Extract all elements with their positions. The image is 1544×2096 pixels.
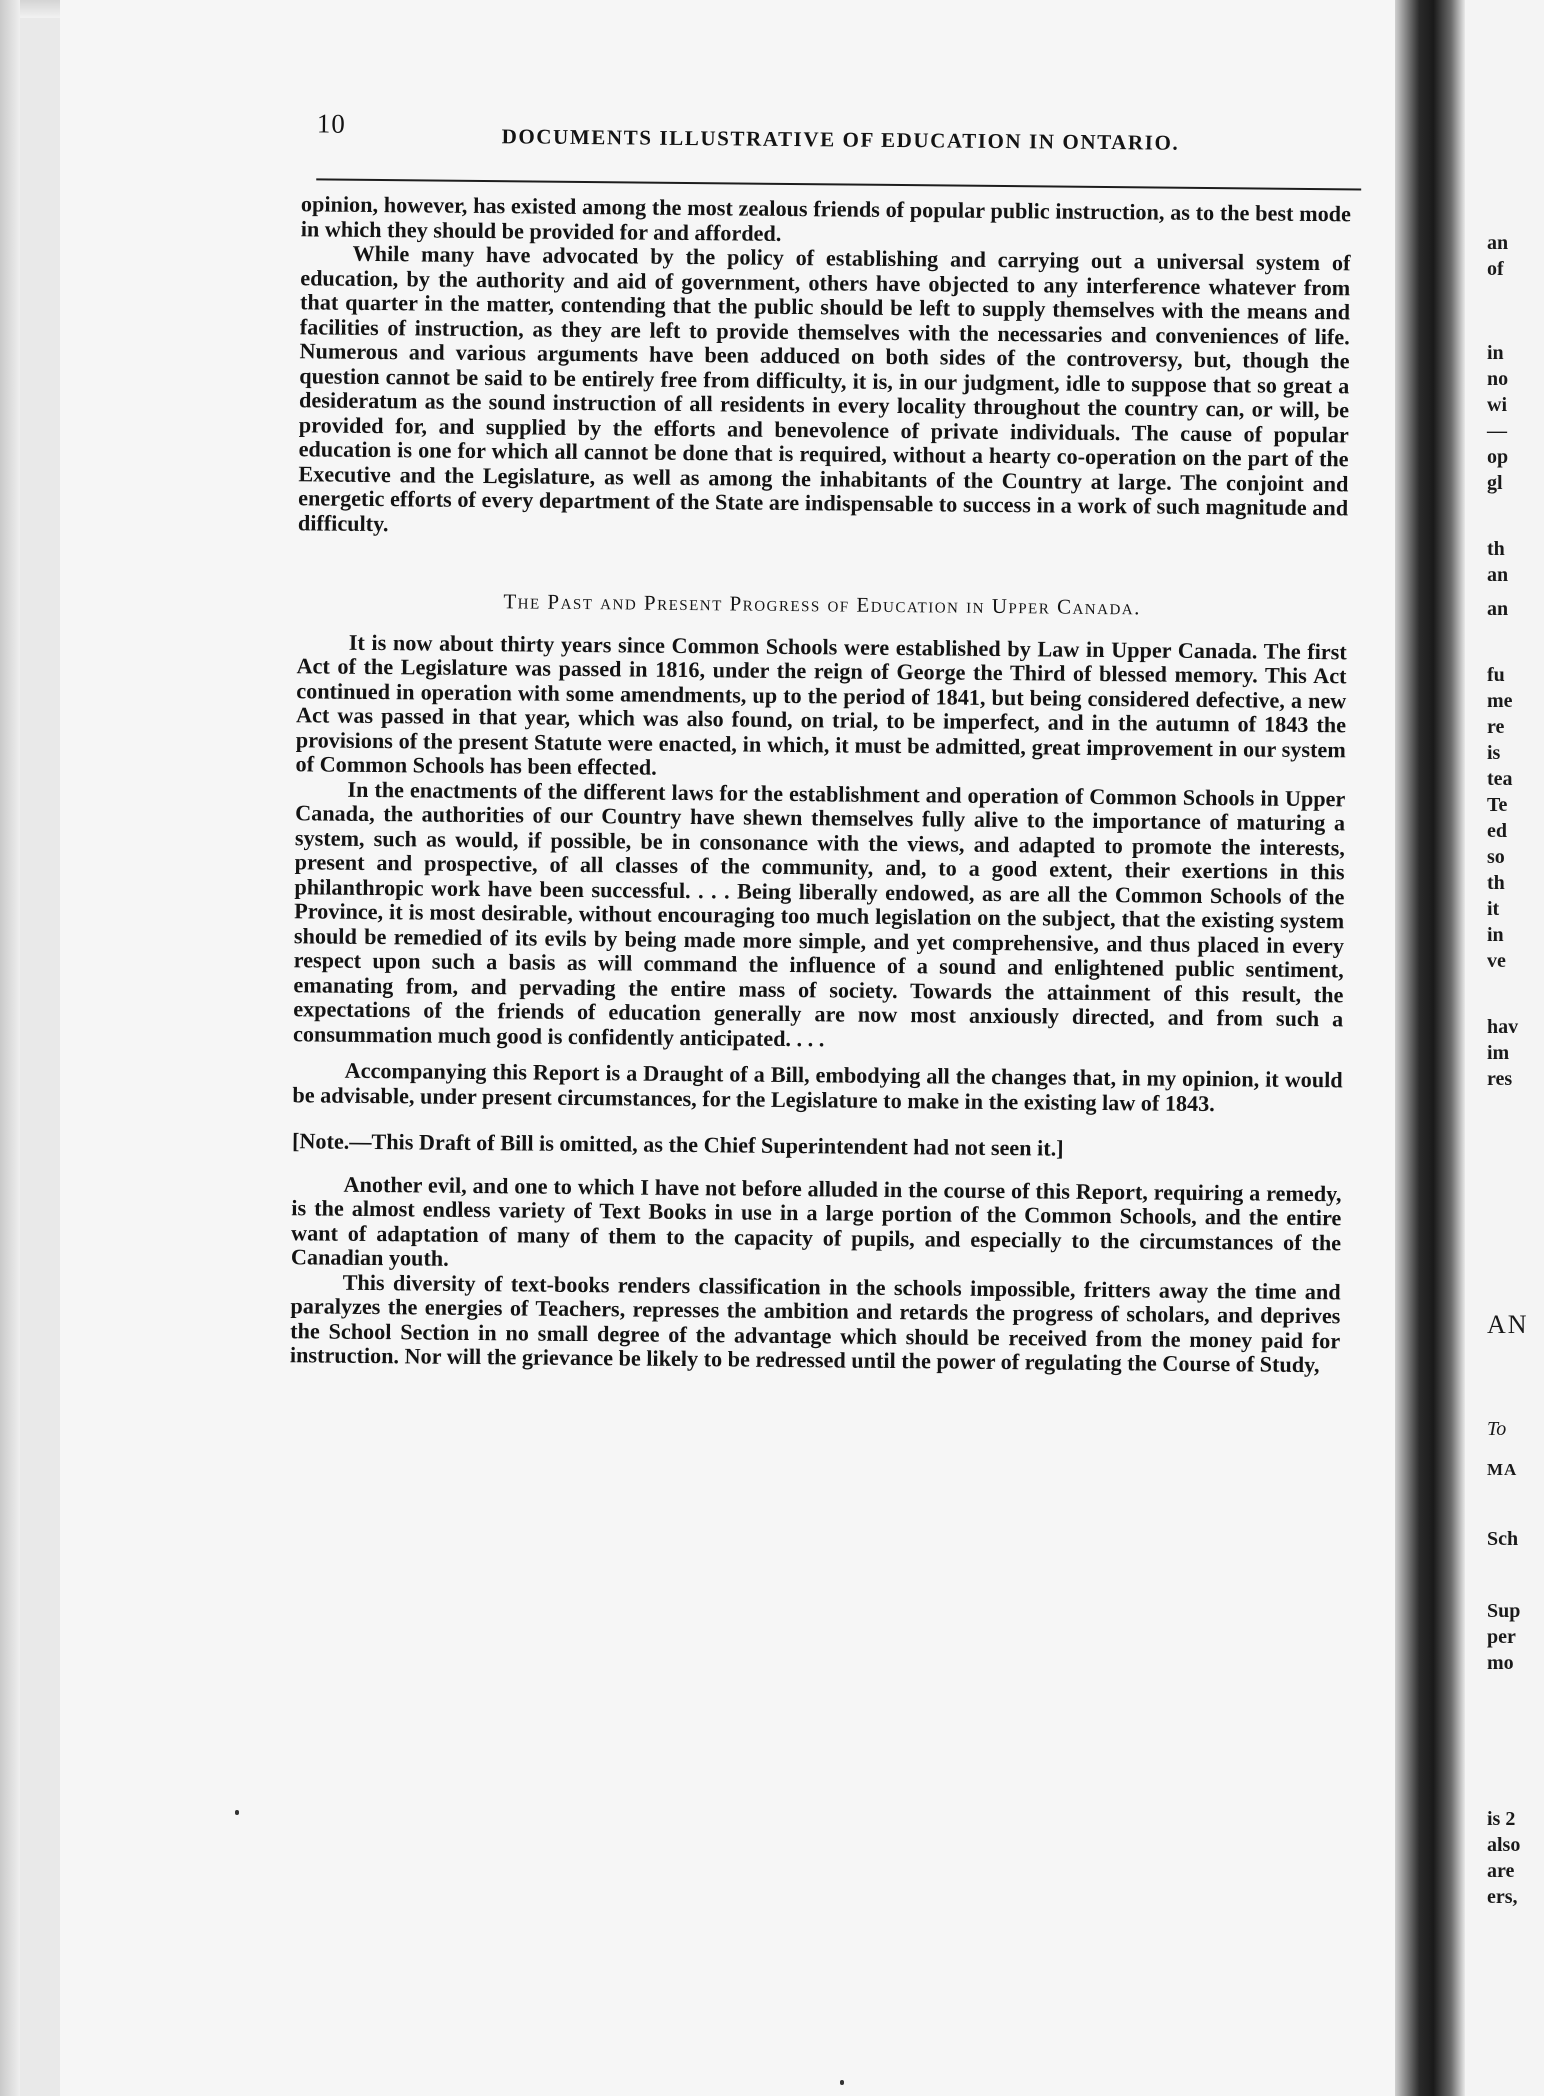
paragraph-5: Accompanying this Report is a Draught of a Bill, embodying all the changes that, in my opinion, it would be advisable, under present circumstances, for the Legislature to make in the existing law of 1843. xyxy=(292,1057,1343,1116)
body-text xyxy=(290,192,1351,1378)
facing-fragment: in xyxy=(1487,342,1504,364)
facing-fragment: gl xyxy=(1487,472,1503,494)
book-gutter xyxy=(1395,0,1465,2096)
scan-left-edge xyxy=(0,0,20,2096)
page-header xyxy=(271,100,1372,181)
facing-fragment: it xyxy=(1487,898,1500,920)
facing-fragment: tea xyxy=(1487,768,1513,790)
facing-fragment: — xyxy=(1487,420,1507,442)
section-heading: The Past and Present Progress of Education in Upper Canada. xyxy=(503,589,1142,620)
facing-fragment: hav xyxy=(1487,1016,1519,1038)
facing-fragment: To xyxy=(1487,1418,1507,1440)
facing-fragment: also xyxy=(1487,1834,1521,1856)
facing-fragment: of xyxy=(1487,258,1504,280)
facing-fragment: ve xyxy=(1487,950,1506,972)
facing-fragment: Te xyxy=(1487,794,1508,816)
page-content xyxy=(271,100,1372,1378)
facing-fragment: Sch xyxy=(1487,1528,1519,1550)
facing-page xyxy=(1465,0,1544,2096)
paragraph-2: While many have advocated by the policy of establishing and carrying out a universal system of education, by the authority and aid of government, others have objected to any interference whatever from that quarter in the matter, contending that the public should be left to supply themselves with the means and facilities of instruction, as they are left to provide themselves with the necessaries and conveniences of life. Numerous and various arguments have been adduced on both sides of the controversy, but, though the question cannot be said to be entirely free from difficulty, it is, in our judgment, idle to suppose that so great a desideratum as the sound instruction of all residents in every locality throughout the country can, or will, be provided for, and supplied by the efforts and benevolence of private individuals. The cause of popular education is one for which all cannot be done that is required, without a hearty co-operation on the part of the Executive and the Legislature, as well as among the inhabitants of the Country at large. The conjoint and energetic efforts of every department of the State are indispensable to success in a work of such magnitude and difficulty. xyxy=(297,240,1351,536)
scan-speck xyxy=(235,1810,239,1815)
editor-note: [Note.—This Draft of Bill is omitted, as the Chief Superintendent had not seen it.] xyxy=(291,1128,1064,1161)
facing-fragment: mo xyxy=(1487,1652,1514,1674)
facing-fragment: is xyxy=(1487,742,1501,764)
facing-fragment: so xyxy=(1487,846,1505,868)
facing-fragment: an xyxy=(1487,564,1509,586)
facing-fragment: fu xyxy=(1487,664,1505,686)
facing-fragment: op xyxy=(1487,446,1509,468)
left-page xyxy=(60,0,1400,2096)
facing-fragment: in xyxy=(1487,924,1504,946)
running-title: DOCUMENTS ILLUSTRATIVE OF EDUCATION IN ONTARIO. xyxy=(501,124,1180,155)
facing-fragment: th xyxy=(1487,872,1505,894)
paragraph-6: Another evil, and one to which I have not before alluded in the course of this Report, requiring a remedy, is the almost endless variety of Text Books in use in a large portion of the Common Schools, and the entire want of adaptation of many of them to the capacity of pupils, and especially to the circumstances of the Canadian youth. xyxy=(290,1171,1342,1271)
facing-fragment: ers, xyxy=(1487,1886,1518,1908)
facing-fragment: MA xyxy=(1487,1460,1518,1479)
page-number: 10 xyxy=(316,108,346,139)
facing-fragment: ed xyxy=(1487,820,1507,842)
facing-fragment: re xyxy=(1487,716,1505,738)
facing-fragment: are xyxy=(1487,1860,1515,1882)
facing-fragment: AN xyxy=(1487,1310,1529,1339)
paragraph-4: In the enactments of the different laws for the establishment and operation of Common Schools in Upper Canada, the authorities of our Country have shewn themselves fully alive to the importance of maturing a system, such as would, if possible, be in consonance with the views, and adapted to promote the interests, present and prospective, of all classes of the community, and, to a good extent, their exertions in this philanthropic work have been successful. . . . Being liberally endowed, as are all the Common Schools of the Province, it is most desirable, without encouraging too much legislation on the subject, that the existing system should be remedied of its evils by being made more simple, and yet comprehensive, and thus placed in every respect upon such a basis as will command the influence of a sound and enlightened public sentiment, emanating from, and pervading the entire mass of society. Towards the attainment of this result, the expectations of the friends of education generally are now most anxiously directed, and from such a consummation much good is confidently anticipated. . . . xyxy=(292,776,1346,1051)
header-rule xyxy=(316,178,1361,190)
facing-fragment: no xyxy=(1487,368,1509,390)
facing-fragment: res xyxy=(1487,1068,1513,1090)
facing-fragment: th xyxy=(1487,538,1505,560)
scan-speck xyxy=(840,2080,844,2085)
facing-fragment: me xyxy=(1487,690,1513,712)
facing-fragment: Sup xyxy=(1487,1600,1521,1622)
facing-fragment: im xyxy=(1487,1042,1510,1064)
facing-fragment: an xyxy=(1487,598,1509,620)
facing-fragment: per xyxy=(1487,1626,1516,1648)
paragraph-3: It is now about thirty years since Common Schools were established by Law in Upper Canada. The first Act of the Legislature was passed in 1816, under the reign of George the Third of blessed memory. This Act continued in operation with some amendments, up to the period of 1841, but being considered defective, a new Act was passed in that year, which was also found, on trial, to be imperfect, and in the autumn of 1843 the provisions of the present Statute were enacted, in which, it must be admitted, great improvement in our system of Common Schools has been effected. xyxy=(295,629,1347,780)
facing-fragment: is 2 xyxy=(1487,1808,1516,1830)
facing-fragment: wi xyxy=(1487,394,1507,416)
paragraph-7: This diversity of text-books renders classification in the schools impossible, fritters away the time and paralyzes the energies of Teachers, represses the ambition and retards the progress of scholars, and deprives the School Section in no small degree of the advantage which should be received from the money paid for instruction. Nor will the grievance be likely to be redressed until the power of regulating the Course of Study, xyxy=(289,1269,1341,1378)
paragraph-1: opinion, however, has existed among the most zealous friends of popular public instruction, as to the best mode in which they should be provided for and afforded. xyxy=(300,191,1352,246)
facing-fragment: an xyxy=(1487,232,1509,254)
